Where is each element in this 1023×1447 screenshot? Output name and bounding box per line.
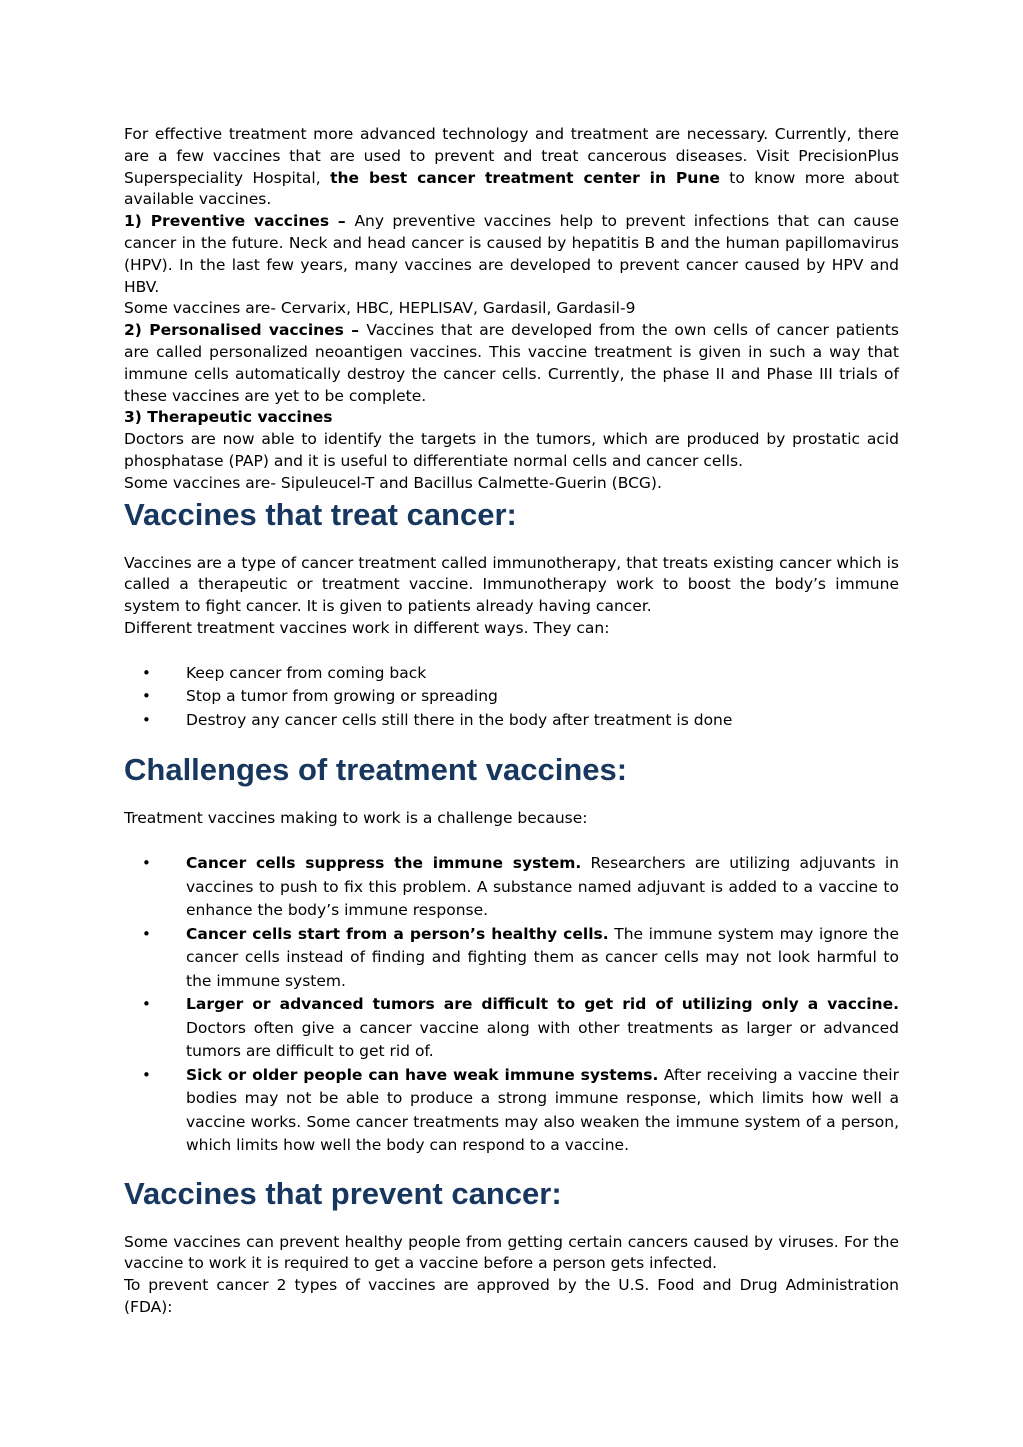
bullet-icon: •: [142, 924, 151, 943]
list-item: • Larger or advanced tumors are difficult to get rid of utilizing only a vaccine. Doctors often give a cancer vaccine along with other treatments as larger or advanced tumors are difficult to get rid of.: [142, 995, 899, 1061]
list-item: • Sick or older people can have weak immune systems. After receiving a vaccine their bodies may not be able to produce a strong immune response, which limits how well a vaccine works. Some cancer treatments may also weaken the immune system of a person, which limits how well the body can respond to a vaccine.: [142, 1065, 899, 1155]
intro-block: [124, 124, 899, 495]
treat-cancer-paragraph-1: Vaccines are a type of cancer treatment called immunotherapy, that treats existing cancer which is called a therapeutic or treatment vaccine. Immunotherapy work to boost the body’s immune system to fight cancer. It is given to patients already having cancer.: [124, 553, 899, 616]
bullet-icon: •: [142, 995, 151, 1014]
heading-vaccines-prevent-cancer: Vaccines that prevent cancer:: [124, 1175, 562, 1211]
therapeutic-examples: Some vaccines are- Sipuleucel-T and Bacillus Calmette-Guerin (BCG).: [124, 473, 662, 492]
treat-cancer-block: [124, 553, 899, 640]
personalised-vaccines-paragraph: 2) Personalised vaccines – Vaccines that are developed from the own cells of cancer patients are called personalized neoantigen vaccines. This vaccine treatment is given in such a way that immune cells automatically destroy the cancer cells. Currently, the phase II and Phase III trials of these vaccines are yet to be complete.: [124, 321, 900, 405]
intro-paragraph-1: For effective treatment more advanced technology and treatment are necessary. Currently, there are a few vaccines that are used to prevent and treat cancerous diseases. Visit PrecisionPlus Superspeciality Hospital, the best cancer treatment center in Pune to know more about available vaccines.: [124, 125, 899, 209]
challenges-intro: Treatment vaccines making to work is a challenge because:: [124, 809, 588, 828]
hospital-link-text: the best cancer treatment center in Pune: [330, 168, 720, 187]
list-item: • Cancer cells start from a person’s healthy cells. The immune system may ignore the cancer cells instead of finding and fighting them as cancer cells may not look harmful to the immune system.: [142, 924, 899, 990]
therapeutic-vaccines-paragraph: Doctors are now able to identify the targets in the tumors, which are produced by prostatic acid phosphatase (PAP) and it is useful to differentiate normal cells and cancer cells.: [124, 430, 899, 470]
treat-cancer-paragraph-2: Different treatment vaccines work in different ways. They can:: [124, 618, 610, 637]
bullet-icon: •: [142, 687, 151, 706]
bullet-icon: •: [142, 854, 151, 873]
therapeutic-vaccines-title: 3) Therapeutic vaccines: [124, 408, 333, 427]
list-item: • Keep cancer from coming back: [124, 662, 899, 686]
prevent-cancer-paragraph-2: To prevent cancer 2 types of vaccines are approved by the U.S. Food and Drug Administration (FDA):: [124, 1276, 899, 1316]
list-item: • Cancer cells suppress the immune system. Researchers are utilizing adjuvants in vaccines to push to fix this problem. A substance named adjuvant is added to a vaccine to enhance the body’s immune response.: [142, 854, 899, 920]
preventive-vaccines-paragraph: 1) Preventive vaccines – Any preventive vaccines help to prevent infections that can cause cancer in the future. Neck and head cancer is caused by hepatitis B and the human papillomavirus (HPV). In the last few years, many vaccines are developed to prevent cancer caused by HPV and HBV.: [124, 212, 899, 296]
heading-vaccines-treat-cancer: Vaccines that treat cancer:: [124, 496, 517, 532]
list-item: • Stop a tumor from growing or spreading: [124, 685, 899, 709]
bullet-icon: •: [142, 710, 151, 729]
bullet-icon: •: [142, 663, 151, 682]
prevent-cancer-paragraph-1: Some vaccines can prevent healthy people from getting certain cancers caused by viruses. For the vaccine to work it is required to get a vaccine before a person gets infected.: [124, 1232, 899, 1273]
preventive-examples: Some vaccines are- Cervarix, HBC, HEPLISAV, Gardasil, Gardasil-9: [124, 299, 636, 318]
prevent-cancer-block: [124, 1232, 899, 1319]
bullet-icon: •: [142, 1065, 151, 1084]
challenges-block: [124, 808, 899, 830]
list-item: • Destroy any cancer cells still there in the body after treatment is done: [124, 709, 899, 733]
heading-challenges: Challenges of treatment vaccines:: [124, 752, 628, 788]
challenges-list: [124, 852, 899, 1158]
treat-cancer-list: [124, 662, 899, 733]
